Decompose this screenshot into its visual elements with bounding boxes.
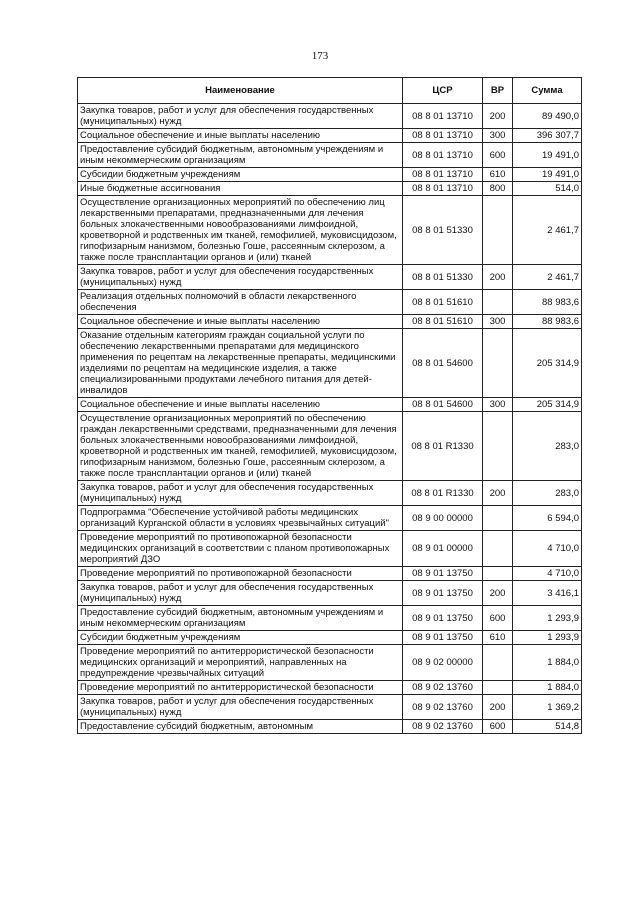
cell-sum: 4 710,0 (513, 531, 582, 567)
cell-name: Закупка товаров, работ и услуг для обеспечения государственных (муниципальных) нужд (78, 581, 403, 606)
cell-vr (483, 412, 513, 481)
cell-name: Предоставление субсидий бюджетным, автономным учреждениям и иным некоммерческим организациям (78, 143, 403, 168)
cell-csr: 08 8 01 51330 (403, 265, 483, 290)
cell-sum: 88 983,6 (513, 290, 582, 315)
table-row (78, 681, 582, 695)
cell-csr: 08 9 02 13760 (403, 720, 483, 734)
column-header-csr: ЦСР (403, 78, 483, 104)
cell-csr: 08 9 01 13750 (403, 631, 483, 645)
table-row (78, 481, 582, 506)
cell-name: Проведение мероприятий по антитеррористической безопасности (78, 681, 403, 695)
cell-sum: 205 314,9 (513, 329, 582, 398)
cell-csr: 08 9 00 00000 (403, 506, 483, 531)
cell-vr: 300 (483, 129, 513, 143)
cell-name: Закупка товаров, работ и услуг для обеспечения государственных (муниципальных) нужд (78, 104, 403, 129)
cell-sum: 4 710,0 (513, 567, 582, 581)
cell-csr: 08 9 01 13750 (403, 581, 483, 606)
cell-vr: 600 (483, 143, 513, 168)
column-header-sum: Сумма (513, 78, 582, 104)
table-row (78, 581, 582, 606)
cell-csr: 08 8 01 51330 (403, 196, 483, 265)
table-row (78, 265, 582, 290)
cell-vr (483, 196, 513, 265)
cell-vr (483, 645, 513, 681)
cell-vr: 200 (483, 481, 513, 506)
cell-name: Закупка товаров, работ и услуг для обеспечения государственных (муниципальных) нужд (78, 265, 403, 290)
table-row (78, 398, 582, 412)
table-row (78, 290, 582, 315)
cell-sum: 89 490,0 (513, 104, 582, 129)
cell-name: Проведение мероприятий по антитеррористической безопасности медицинских организаций и мероприятий, направленных на предупреждение чрезвычайных ситуаций (78, 645, 403, 681)
table-row (78, 196, 582, 265)
table-row (78, 720, 582, 734)
cell-name: Социальное обеспечение и иные выплаты населению (78, 398, 403, 412)
cell-vr (483, 681, 513, 695)
cell-name: Реализация отдельных полномочий в области лекарственного обеспечения (78, 290, 403, 315)
cell-name: Осуществление организационных мероприятий по обеспечению граждан лекарственными средствами, предназначенными для лечения больных злокачественными новообразованиями лимфоидной, кроветворной и родственных им тканей, гемофилией, муковисцидозом, гипофизарным нанизмом, болезнью Гоше, рассеянным склерозом, а также после трансплантации органов и (или) тканей (78, 412, 403, 481)
table-row (78, 104, 582, 129)
cell-vr: 610 (483, 168, 513, 182)
table-row (78, 506, 582, 531)
cell-csr: 08 8 01 51610 (403, 290, 483, 315)
table-row (78, 329, 582, 398)
table-row (78, 631, 582, 645)
cell-sum: 88 983,6 (513, 315, 582, 329)
cell-name: Проведение мероприятий по противопожарной безопасности (78, 567, 403, 581)
cell-sum: 6 594,0 (513, 506, 582, 531)
cell-sum: 283,0 (513, 412, 582, 481)
budget-table (77, 77, 582, 734)
cell-sum: 1 369,2 (513, 695, 582, 720)
cell-csr: 08 8 01 R1330 (403, 412, 483, 481)
cell-csr: 08 8 01 54600 (403, 398, 483, 412)
cell-sum: 19 491,0 (513, 143, 582, 168)
cell-vr (483, 567, 513, 581)
table-row (78, 412, 582, 481)
cell-csr: 08 8 01 13710 (403, 104, 483, 129)
table-row (78, 695, 582, 720)
cell-sum: 1 884,0 (513, 681, 582, 695)
cell-vr (483, 506, 513, 531)
cell-sum: 19 491,0 (513, 168, 582, 182)
cell-csr: 08 9 02 00000 (403, 645, 483, 681)
column-header-vr: ВР (483, 78, 513, 104)
cell-csr: 08 9 01 13750 (403, 606, 483, 631)
cell-sum: 205 314,9 (513, 398, 582, 412)
cell-vr (483, 531, 513, 567)
cell-vr: 800 (483, 182, 513, 196)
cell-vr: 600 (483, 720, 513, 734)
cell-csr: 08 9 02 13760 (403, 695, 483, 720)
cell-name: Закупка товаров, работ и услуг для обеспечения государственных (муниципальных) нужд (78, 481, 403, 506)
cell-name: Осуществление организационных мероприятий по обеспечению лиц лекарственными препаратами, предназначенными для лечения больных злокачественными новообразованиями лимфоидной, кроветворной и родственных им тканей, гемофилией, муковисцидозом, гипофизарным нанизмом, болезнью Гоше, рассеянным склерозом, а также после трансплантации органов и (или) тканей (78, 196, 403, 265)
cell-name: Иные бюджетные ассигнования (78, 182, 403, 196)
cell-name: Проведение мероприятий по противопожарной безопасности медицинских организаций в соответствии с планом противопожарных мероприятий ДЗО (78, 531, 403, 567)
cell-name: Подпрограмма "Обеспечение устойчивой работы медицинских организаций Курганской области в условиях чрезвычайных ситуаций" (78, 506, 403, 531)
table-row (78, 531, 582, 567)
cell-csr: 08 9 01 13750 (403, 567, 483, 581)
cell-name: Закупка товаров, работ и услуг для обеспечения государственных (муниципальных) нужд (78, 695, 403, 720)
cell-name: Субсидии бюджетным учреждениям (78, 168, 403, 182)
cell-sum: 514,0 (513, 182, 582, 196)
table-row (78, 567, 582, 581)
page-number: 173 (311, 50, 329, 62)
table-row (78, 645, 582, 681)
cell-name: Социальное обеспечение и иные выплаты населению (78, 129, 403, 143)
cell-sum: 3 416,1 (513, 581, 582, 606)
table-row (78, 143, 582, 168)
cell-csr: 08 8 01 R1330 (403, 481, 483, 506)
cell-csr: 08 9 01 00000 (403, 531, 483, 567)
cell-vr (483, 290, 513, 315)
table-row (78, 315, 582, 329)
cell-vr: 200 (483, 104, 513, 129)
cell-name: Предоставление субсидий бюджетным, автономным (78, 720, 403, 734)
table-header-row (78, 78, 582, 104)
cell-sum: 396 307,7 (513, 129, 582, 143)
cell-sum: 283,0 (513, 481, 582, 506)
table-row (78, 182, 582, 196)
cell-vr (483, 329, 513, 398)
cell-name: Субсидии бюджетным учреждениям (78, 631, 403, 645)
cell-csr: 08 8 01 13710 (403, 168, 483, 182)
cell-csr: 08 8 01 13710 (403, 182, 483, 196)
cell-sum: 1 293,9 (513, 631, 582, 645)
cell-csr: 08 8 01 54600 (403, 329, 483, 398)
cell-name: Социальное обеспечение и иные выплаты населению (78, 315, 403, 329)
cell-vr: 300 (483, 315, 513, 329)
cell-csr: 08 8 01 13710 (403, 129, 483, 143)
cell-csr: 08 8 01 13710 (403, 143, 483, 168)
table-row (78, 606, 582, 631)
cell-name: Предоставление субсидий бюджетным, автономным учреждениям и иным некоммерческим организациям (78, 606, 403, 631)
cell-vr: 200 (483, 695, 513, 720)
column-header-name: Наименование (78, 78, 403, 104)
cell-csr: 08 8 01 51610 (403, 315, 483, 329)
cell-vr: 200 (483, 265, 513, 290)
cell-vr: 300 (483, 398, 513, 412)
cell-sum: 1 884,0 (513, 645, 582, 681)
cell-vr: 600 (483, 606, 513, 631)
cell-vr: 610 (483, 631, 513, 645)
cell-sum: 1 293,9 (513, 606, 582, 631)
cell-vr: 200 (483, 581, 513, 606)
cell-sum: 2 461,7 (513, 196, 582, 265)
cell-csr: 08 9 02 13760 (403, 681, 483, 695)
table-row (78, 168, 582, 182)
cell-sum: 514,8 (513, 720, 582, 734)
cell-sum: 2 461,7 (513, 265, 582, 290)
cell-name: Оказание отдельным категориям граждан социальной услуги по обеспечению лекарственными препаратами для медицинского применения по рецептам на лекарственные препараты, медицинскими изделиями по рецептам на медицинские изделия, а также специализированными продуктами лечебного питания для детей-инвалидов (78, 329, 403, 398)
table-row (78, 129, 582, 143)
